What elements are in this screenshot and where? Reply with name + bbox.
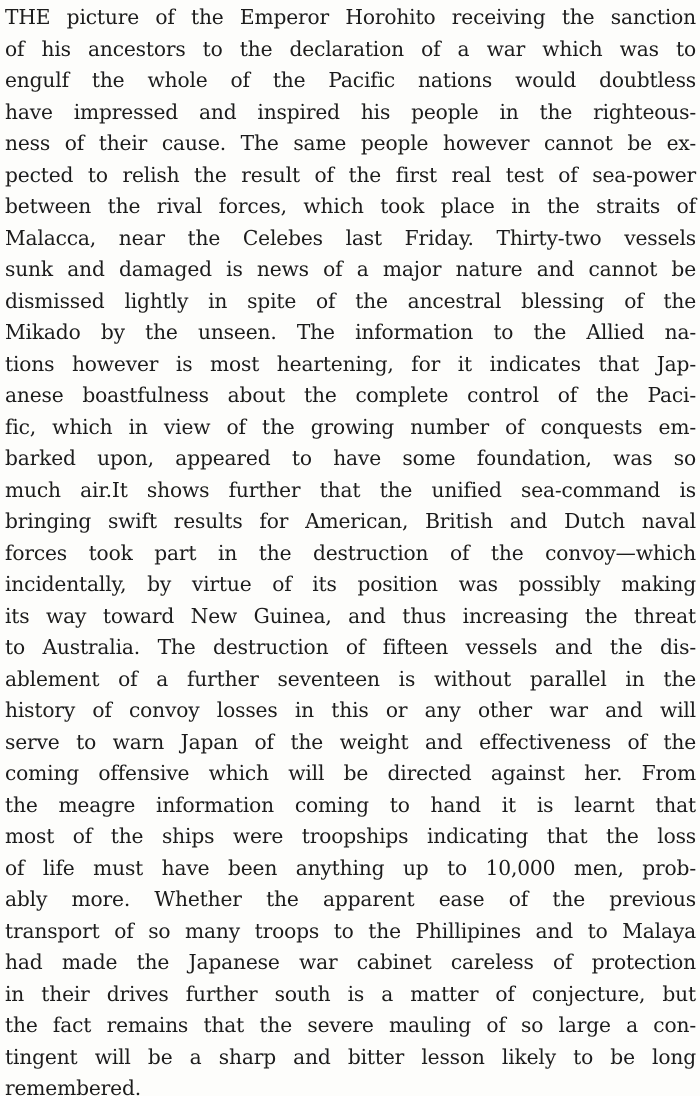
text-line-28: of life must have been anything up to 10,000 men, prob- bbox=[5, 855, 696, 880]
article-paragraph bbox=[5, 2, 696, 1105]
text-line-8: Malacca, near the Celebes last Friday. Thirty-two vessels bbox=[5, 225, 696, 250]
text-line-10: dismissed lightly in spite of the ancestral blessing of the bbox=[5, 288, 696, 313]
text-line-7: between the rival forces, which took place in the straits of bbox=[5, 194, 696, 218]
text-line-19: incidentally, by virtue of its position was possibly making bbox=[5, 572, 696, 596]
text-line-30: transport of so many troops to the Phillipines and to Malaya bbox=[5, 918, 696, 943]
text-line-15: barked upon, appeared to have some foundation, was so bbox=[5, 446, 696, 470]
text-line-22: ablement of a further seventeen is without parallel in the bbox=[5, 666, 696, 691]
text-line-9: sunk and damaged is news of a major nature and cannot be bbox=[5, 257, 696, 281]
text-line-14: fic, which in view of the growing number of conquests em- bbox=[5, 414, 696, 439]
text-line-33: the fact remains that the severe mauling of so large a con- bbox=[5, 1013, 696, 1037]
text-line-18: forces took part in the destruction of the convoy—which bbox=[5, 540, 696, 565]
text-line-29: ably more. Whether the apparent ease of the previous bbox=[5, 887, 696, 911]
text-line-6: pected to relish the result of the first real test of sea-power bbox=[5, 162, 696, 187]
text-line-3: engulf the whole of the Pacific nations would doubtless bbox=[5, 68, 696, 92]
text-line-34: tingent will be a sharp and bitter lesson likely to be long bbox=[5, 1044, 696, 1069]
text-line-35: remembered. bbox=[5, 1076, 141, 1100]
text-line-25: coming offensive which will be directed against her. From bbox=[5, 761, 696, 785]
text-line-20: its way toward New Guinea, and thus increasing the threat bbox=[5, 603, 696, 628]
text-line-16: much air.It shows further that the unified sea-command is bbox=[5, 477, 696, 502]
text-line-31: had made the Japanese war cabinet careless of protection bbox=[5, 950, 696, 974]
text-line-5: ness of their cause. The same people however cannot be ex- bbox=[5, 131, 696, 155]
text-line-17: bringing swift results for American, British and Dutch naval bbox=[5, 509, 696, 533]
text-line-21: to Australia. The destruction of fifteen vessels and the dis- bbox=[5, 635, 696, 659]
text-line-11: Mikado by the unseen. The information to the Allied na- bbox=[5, 320, 696, 344]
text-line-13: anese boastfulness about the complete control of the Paci- bbox=[5, 383, 696, 407]
text-line-23: history of convoy losses in this or any other war and will bbox=[5, 698, 696, 722]
text-line-32: in their drives further south is a matter of conjecture, but bbox=[5, 981, 696, 1006]
text-line-1: THE picture of the Emperor Horohito receiving the sanction bbox=[5, 5, 696, 29]
text-line-4: have impressed and inspired his people in the righteous- bbox=[5, 99, 696, 124]
text-line-24: serve to warn Japan of the weight and effectiveness of the bbox=[5, 729, 696, 754]
text-line-2: of his ancestors to the declaration of a war which was to bbox=[5, 36, 696, 61]
text-line-12: tions however is most heartening, for it indicates that Jap- bbox=[5, 351, 696, 376]
text-line-27: most of the ships were troopships indicating that the loss bbox=[5, 824, 696, 848]
text-line-26: the meagre information coming to hand it is learnt that bbox=[5, 792, 696, 817]
